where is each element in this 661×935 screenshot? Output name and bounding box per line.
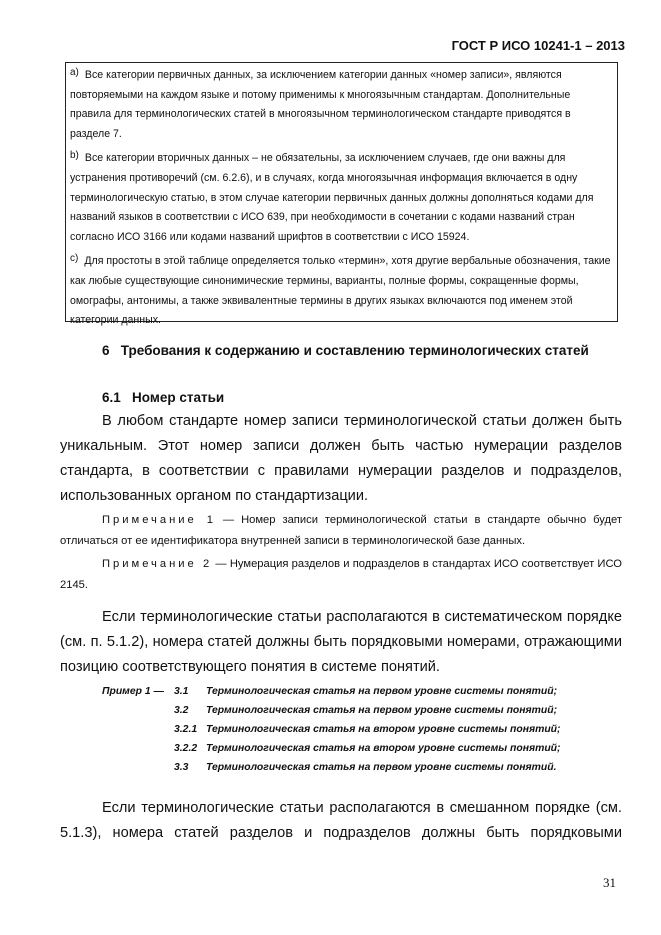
note-text: Нумерация разделов и подразделов в стандартах ИСО соответствует ИСО 2145.: [60, 558, 622, 591]
example-row-number: 3.2.2: [174, 743, 198, 754]
example-row-text: Терминологическая статья на первом уровне системы понятий;: [206, 705, 558, 716]
example-row-text: Терминологическая статья на втором уровне системы понятий;: [206, 743, 561, 754]
document-header: ГОСТ Р ИСО 10241-1 – 2013: [451, 38, 625, 53]
example-row-number: 3.2: [174, 705, 189, 716]
note-dash: —: [222, 514, 235, 526]
note-label: Примечание 1: [102, 514, 216, 526]
footnote-c: [70, 249, 613, 330]
subsection-title: Номер статьи: [132, 390, 225, 405]
footnote-text: Все категории первичных данных, за исключением категории данных «номер записи», являются повторяемыми на каждом языке и потому применимы к многоязычным стандартам. Дополнительные правила для терминологических статей в многоязычном терминологическом стандарте приводятся в разделе 7.: [70, 69, 571, 140]
footnote-mark: c): [70, 253, 79, 265]
example-label: Пример 1 —: [102, 686, 164, 697]
note-dash: —: [215, 558, 227, 570]
example-row-number: 3.2.1: [174, 724, 198, 735]
example-row: [174, 743, 561, 754]
example-row: [174, 724, 561, 735]
paragraph-2: Если терминологические статьи располагаются в систематическом порядке (см. п. 5.1.2), номера статей должны быть порядковыми номерами, отражающими позицию соответствующего понятия в системе понятий.: [60, 609, 622, 675]
section-heading: [60, 339, 622, 363]
page-number: 31: [603, 875, 616, 890]
subsection-heading: [60, 390, 622, 405]
footnote-b: [70, 146, 613, 247]
example-row: [174, 705, 557, 716]
subsection-number: 6.1: [102, 390, 121, 405]
section-title: Требования к содержанию и составлению терминологических статей: [120, 343, 589, 358]
paragraph-3: Если терминологические статьи располагаются в смешанном порядке (см. 5.1.3), номера статей разделов и подразделов должны быть порядковыми: [60, 800, 622, 841]
note-2: [60, 554, 622, 596]
example-row-number: 3.3: [174, 762, 189, 773]
note-label: Примечание 2: [102, 558, 213, 570]
example-row: [174, 762, 556, 773]
footnote-text: Все категории вторичных данных – не обязательны, за исключением случаев, где они важны для устранения противоречий (см. 6.2.6), и в случаях, когда многоязычная информация включается в одну терминологическую статью, в этом случае категории первичных данных должны дополняться кодами для названий языков в соответствии с ИСО 639, при необходимости в сочетании с кодами названий стран согласно ИСО 3166 или кодами названий шрифтов в соответствии с ИСО 15924.: [70, 152, 594, 243]
footnote-a: [70, 63, 613, 144]
example-row-text: Терминологическая статья на втором уровне системы понятий;: [206, 724, 561, 735]
note-text: Номер записи терминологической статьи в стандарте обычно будет отличаться от ее идентификатора внутренней записи в терминологической базе данных.: [60, 514, 623, 547]
example-row-number: 3.1: [174, 686, 189, 697]
example-row: [174, 686, 557, 697]
example-row-text: Терминологическая статья на первом уровне системы понятий.: [206, 762, 557, 773]
footnote-mark: b): [70, 150, 79, 162]
note-1: [60, 510, 622, 552]
example-row-text: Терминологическая статья на первом уровне системы понятий;: [206, 686, 558, 697]
section-number: 6: [102, 343, 110, 358]
paragraph-1: В любом стандарте номер записи терминологической статьи должен быть уникальным. Этот номер записи должен быть частью нумерации разделов стандарта, в соответствии с правилами нумерации разделов и подразделов, использованных органом по стандартизации.: [60, 413, 622, 504]
table-footnotes-box: [65, 62, 618, 327]
footnote-text: Для простоты в этой таблице определяется только «термин», хотя другие вербальные обозначения, такие как любые существующие синонимические термины, варианты, полные формы, сокращенные формы, омографы, антонимы, а также эквивалентные термины в других языках включаются под именем этой категории данных.: [70, 255, 611, 327]
footnote-mark: a): [70, 67, 79, 78]
